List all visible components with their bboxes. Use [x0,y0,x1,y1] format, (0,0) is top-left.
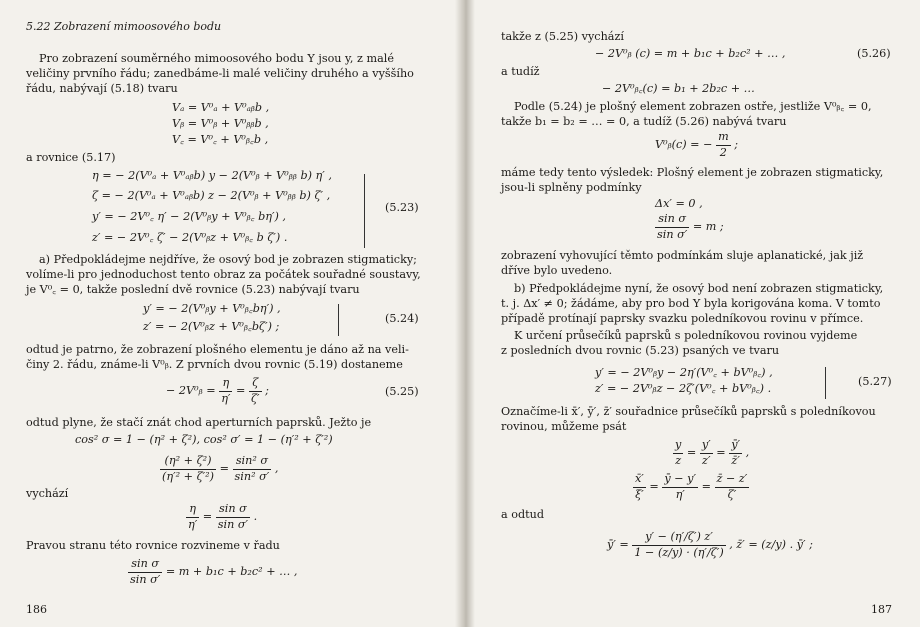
equation-line: y′ = − 2(V⁰ᵦy + V⁰ᵦ꜀bη′) , [143,302,281,315]
text-line: a odtud [501,508,544,521]
equation-series [128,557,297,587]
fraction [715,472,750,502]
denominator: sin σ′ [657,227,688,241]
numerator: z̄ − z′ [715,472,750,488]
equation-number: (5.25) [385,385,419,398]
paragraph-line: zobrazení vyhovující těmto podmínkám sluje aplanatické, jak již [501,249,864,262]
equation-rhs: , z̄′ = (z/y) . ȳ′ ; [729,538,813,552]
equation-line: η = − 2(V⁰ₐ + V⁰ₐᵦb) y − 2(V⁰ᵦ + V⁰ᵦᵦ b) η′ , [92,169,332,182]
equation-brace [338,304,343,336]
page-number: 187 [871,603,892,616]
paragraph-line: a) Předpokládejme nejdříve, že osový bod je zobrazen stigmaticky; [39,253,417,266]
equation-line: y′ = − 2V⁰꜀ η′ − 2(V⁰ᵦy + V⁰ᵦ꜀ bη′) , [92,210,286,223]
denominator: ζ′ [250,391,260,405]
equation-final [607,530,813,560]
paragraph-line: b) Předpokládejme nyní, že osový bod není zobrazen stigmaticky, [514,282,884,295]
denominator: sin σ′ [130,572,161,586]
numerator: m [716,130,731,146]
equation-line: z′ = − 2V⁰ᵦz − 2ζ′(V⁰꜀ + bV⁰ᵦ꜀) . [595,382,772,395]
paragraph-line: dříve bylo uvedeno. [501,264,613,277]
right-page [475,0,920,627]
numerator: ζ [249,376,262,392]
denominator: 1 − (z/y) · (η′/ζ′) [634,545,724,559]
numerator: η [186,502,199,518]
equation-eta: $\frac{\eta}{\eta'}$ = $\frac{\text{sin σ}}{\text{sin σ′}}$ . [188,502,258,531]
paragraph-line: rovinou, můžeme psát [501,420,627,433]
paragraph-line: činy 2. řádu, známe-li V⁰ᵦ. Z prvních dvou rovnic (5.19) dostaneme [26,358,403,371]
equation-vb: V⁰ᵦ(c) = − $\frac{m}{2}$ ; [655,130,738,159]
section-heading: 5.22 Zobrazení mimoosového bodu [26,20,222,33]
fraction [128,557,162,587]
paragraph-line: volíme-li pro jednoduchost tento obraz za počátek souřadné soustavy, [26,268,421,281]
equation-525: − 2V⁰ᵦ = $\frac{\eta}{\eta'}$ = $\frac{\zeta}{\zeta'}$ ; [166,376,269,405]
equation-rhs: = m ; [692,220,724,234]
denominator: ζ′ [727,487,737,501]
equation-line: z′ = − 2(V⁰ᵦz + V⁰ᵦ꜀bζ′) ; [143,320,280,333]
numerator: sin σ [655,212,689,228]
paragraph-line: takže b₁ = b₂ = … = 0, a tudíž (5.26) nabývá tvaru [501,115,787,128]
equation-cond2 [655,212,724,242]
text-line: a rovnice (5.17) [26,151,116,164]
paragraph-line: K určení průsečíků paprsků s poledníkovou rovinou vyjdeme [514,329,858,342]
denominator: sin² σ′ [234,469,270,483]
equation-brace [825,367,830,399]
denominator: η′ [675,487,685,501]
equation-number: (5.24) [385,312,419,325]
equation-rhs: = m + b₁c + b₂c² + … , [165,565,298,579]
book-gutter [455,0,475,627]
equation-proportion-1: $\frac{y}{z}$ = $\frac{y'}{z'}$ = $\frac{ȳ'}{z̄'}$ , [675,438,750,467]
equation-line: Δx′ = 0 , [655,197,703,210]
equation-brace [364,174,369,248]
fraction [233,454,272,484]
denominator: z′ [702,453,711,467]
paragraph-line: veličiny prvního řádu; zanedbáme-li malé veličiny druhého a vyššího [26,67,414,80]
denominator: ξ′ [635,487,644,501]
fraction [219,376,232,406]
equation-line: ζ = − 2(V⁰ₐ + V⁰ₐᵦb) z − 2(V⁰ᵦ + V⁰ᵦᵦ b) ζ′ , [92,189,331,202]
denominator: z̄′ [731,453,740,467]
fraction [249,376,262,406]
equation-lhs: ȳ′ = [607,538,629,552]
paragraph-line: případě protínají paprsky svazku poledníkovou rovinu v přímce. [501,312,864,325]
equation-number: (5.23) [385,201,419,214]
fraction [160,454,216,484]
paragraph-line: je V⁰꜀ = 0, takže poslední dvě rovnice (5.23) nabývají tvaru [26,283,360,296]
numerator: y′ [700,438,713,454]
equation-ratio: $\frac{\text{(η² + ζ²)}}{\text{(η′² + ζ′²)}}$ = $\frac{\text{sin² σ}}{\text{sin² σ′}}$ , [162,454,279,483]
equation-proportion-2: $\frac{x̄'}{\xi'}$ = $\frac{ȳ - y'}{\eta'}$ = $\frac{z̄ - z'}{\zeta'}$ [635,472,748,501]
numerator: (η² + ζ²) [160,454,216,470]
equation-line: Vₐ = V⁰ₐ + V⁰ₐᵦb , [172,101,270,114]
paragraph-line: t. j. Δx′ ≠ 0; žádáme, aby pro bod Y byla korigována koma. V tomto [501,297,881,310]
paragraph-line: Pro zobrazení souměrného mimoosového bodu Y jsou y, z malé [39,52,394,65]
paragraph-line: řádu, nabývají (5.18) tvaru [26,82,178,95]
numerator: η [219,376,232,392]
denominator: η′ [188,517,198,531]
fraction [216,502,250,532]
fraction [186,502,199,532]
fraction [700,438,713,468]
numerator: sin σ [216,502,250,518]
fraction [632,530,725,560]
numerator: sin σ [128,557,162,573]
numerator: y [673,438,683,454]
left-page [0,0,455,627]
paragraph-line: Podle (5.24) je plošný element zobrazen ostře, jestliže V⁰ᵦ꜀ = 0, [514,100,872,113]
equation-line: − 2V⁰ᵦ꜀(c) = b₁ + 2b₂c + … [602,82,755,95]
paragraph-line: Označíme-li x̄′, ȳ′, z̄′ souřadnice průsečíků paprsků s poledníkovou [501,405,876,418]
equation-lhs: V⁰ᵦ(c) = − [655,138,713,152]
equation-line: − 2V⁰ᵦ (c) = m + b₁c + b₂c² + … , [595,47,786,60]
paragraph-line: odtud plyne, že stačí znát chod aperturních paprsků. Ježto je [26,416,372,429]
fraction [729,438,742,468]
paragraph-line: odtud je patrno, že zobrazení plošného elementu je dáno až na veli- [26,343,409,356]
page-number: 186 [26,603,47,616]
numerator: y′ − (η′/ζ′) z′ [632,530,725,546]
paragraph-line: máme tedy tento výsledek: Plošný element je zobrazen stigmaticky, [501,166,884,179]
numerator: ȳ − y′ [662,472,698,488]
numerator: x̄′ [633,472,646,488]
denominator: z [675,453,682,467]
equation-line: cos² σ = 1 − (η² + ζ²), cos² σ′ = 1 − (η′² + ζ′²) [75,433,333,446]
text-line: a tudíž [501,65,540,78]
equation-number: (5.26) [857,47,891,60]
fraction [655,212,689,242]
equation-lhs: − 2V⁰ᵦ = [166,384,216,398]
fraction [716,130,731,160]
denominator: η′ [221,391,231,405]
numerator: ȳ′ [729,438,742,454]
numerator: sin² σ [233,454,272,470]
fraction [633,472,646,502]
paragraph-line: z posledních dvou rovnic (5.23) psaných ve tvaru [501,344,780,357]
fraction [662,472,698,502]
equation-line: Vᵦ = V⁰ᵦ + V⁰ᵦᵦb , [172,117,269,130]
equation-line: z′ = − 2V⁰꜀ ζ′ − 2(V⁰ᵦz + V⁰ᵦ꜀ b ζ′) . [92,231,288,244]
denominator: sin σ′ [217,517,249,531]
denominator: 2 [719,145,727,159]
text-line: vychází [26,487,69,500]
fraction [673,438,683,468]
equation-number: (5.27) [858,375,892,388]
denominator: (η′² + ζ′²) [162,469,215,483]
paragraph-line: jsou-li splněny podmínky [501,181,642,194]
text-line: takže z (5.25) vychází [501,30,624,43]
equation-line: y′ = − 2V⁰ᵦy − 2η′(V⁰꜀ + bV⁰ᵦ꜀) , [595,366,773,379]
equation-line: V꜀ = V⁰꜀ + V⁰ᵦ꜀b , [172,133,269,146]
paragraph-line: Pravou stranu této rovnice rozvineme v řadu [26,539,280,552]
